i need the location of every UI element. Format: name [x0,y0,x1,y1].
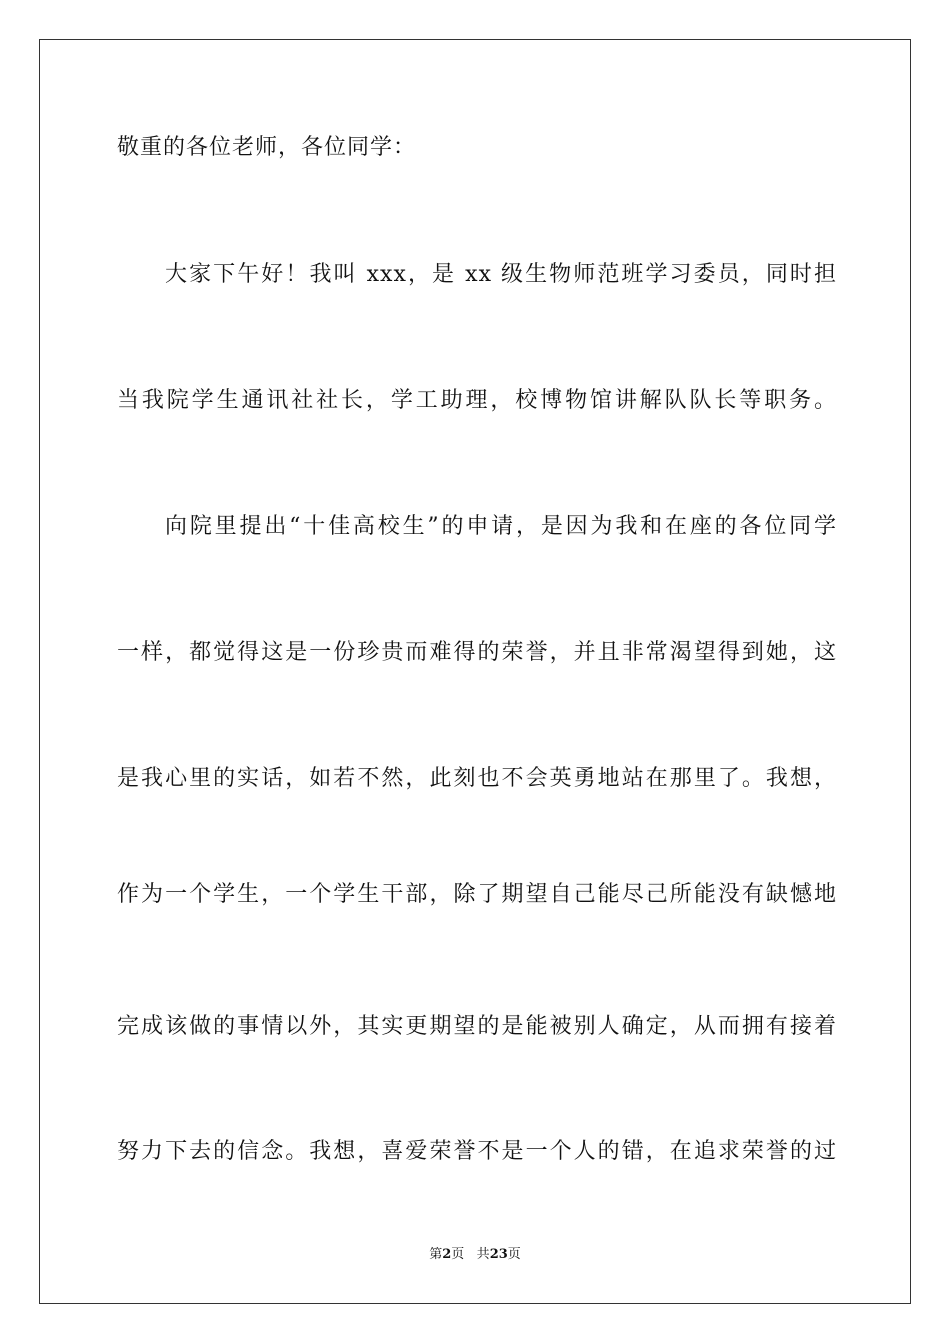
paragraph-2-line-6: 努力下去的信念。我想，喜爱荣誉不是一个人的错，在追求荣誉的过 [117,1139,837,1164]
paragraph-2-line-5: 完成该做的事情以外，其实更期望的是能被别人确定，从而拥有接着 [117,1014,837,1039]
page-footer [0,1246,950,1264]
paragraph-2-line-4: 作为一个学生，一个学生干部，除了期望自己能尽己所能没有缺憾地 [117,882,837,907]
paragraph-2-line-1: 向院里提出“十佳高校生”的申请，是因为我和在座的各位同学 [165,514,837,539]
paragraph-1-line-2: 当我院学生通讯社社长，学工助理，校博物馆讲解队队长等职务。 [117,388,837,413]
page-border [39,39,911,1304]
footer-total-unit: 页 [507,1247,521,1262]
footer-page-prefix: 第 [429,1247,443,1262]
footer-page-number: 2 [442,1247,452,1262]
paragraph-2-line-2: 一样，都觉得这是一份珍贵而难得的荣誉，并且非常渴望得到她，这 [117,640,837,665]
paragraph-1-line-1: 大家下午好！我叫 xxx，是 xx 级生物师范班学习委员，同时担 [165,262,837,287]
paragraph-2-line-3: 是我心里的实话，如若不然，此刻也不会英勇地站在那里了。我想， [117,766,837,791]
footer-page-unit: 页 [451,1247,465,1262]
salutation-line: 敬重的各位老师，各位同学： [117,135,417,160]
footer-total-prefix: 共 [476,1247,490,1262]
footer-total-pages: 23 [489,1247,508,1262]
